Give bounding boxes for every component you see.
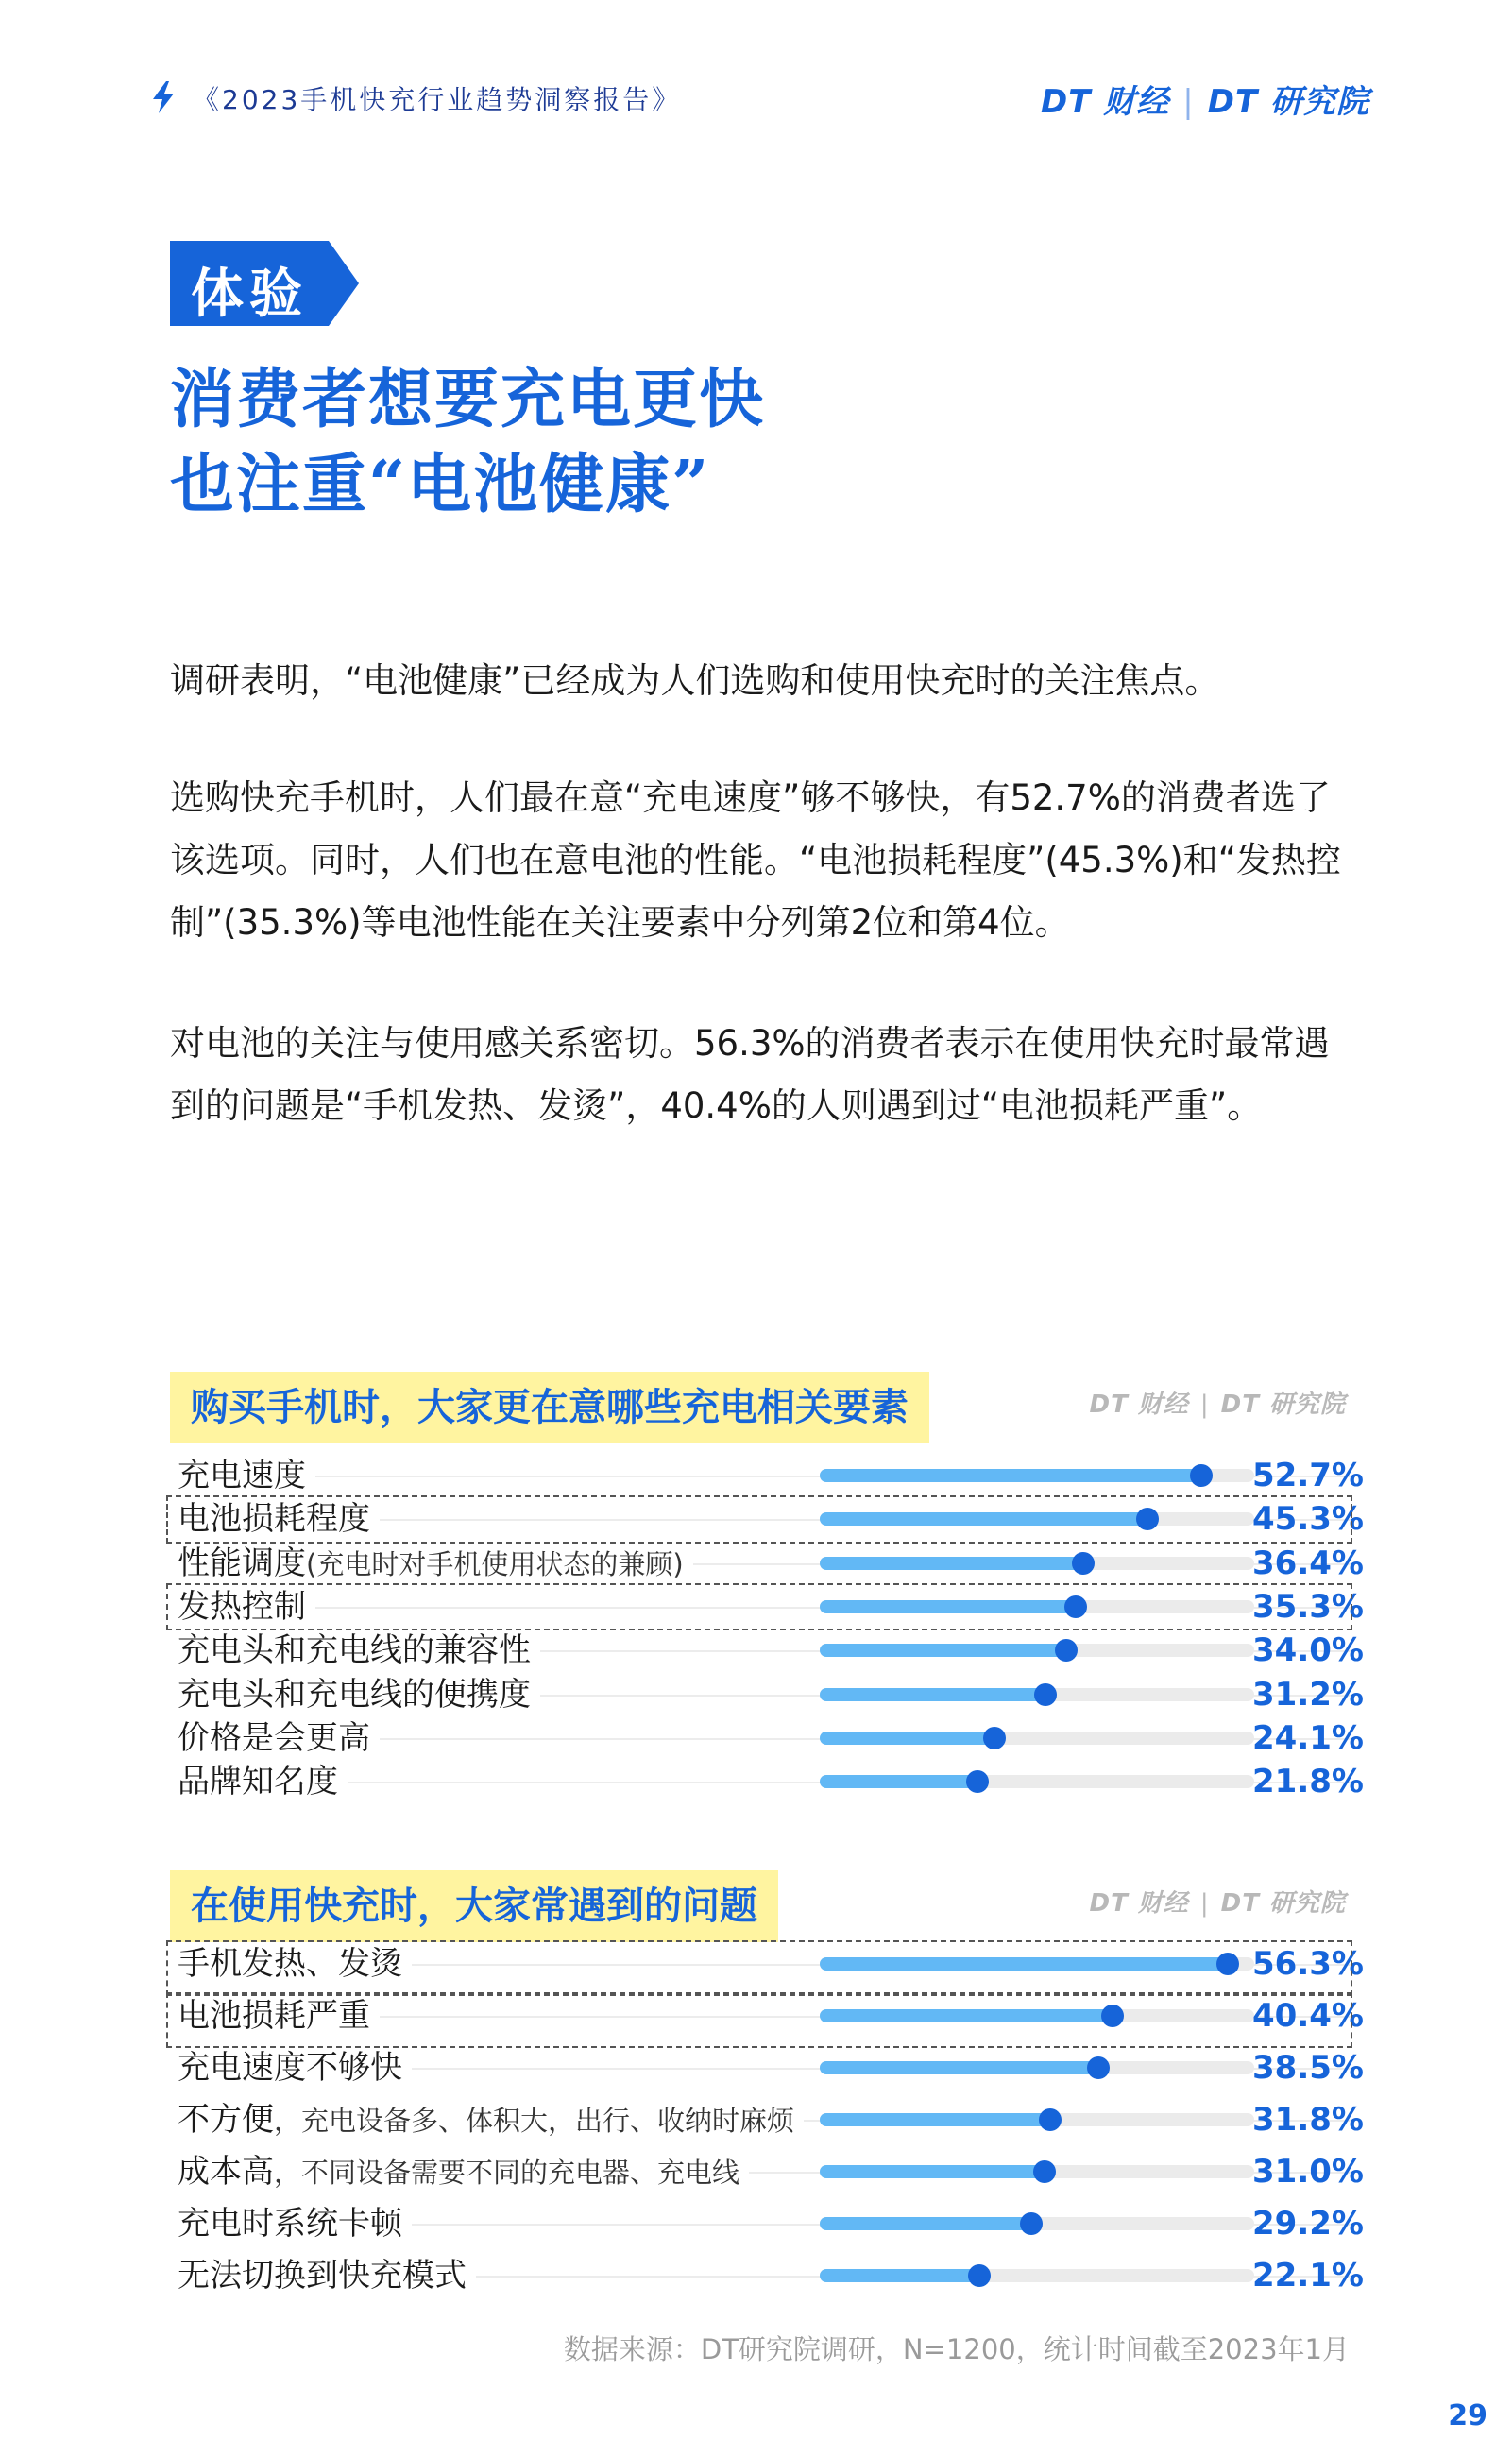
chart-2-title: 在使用快充时，大家常遇到的问题 — [170, 1870, 778, 1942]
paragraph-2: 选购快充手机时，人们最在意“充电速度”够不够快，有52.7%的消费者选了该选项。同时，人们也在意电池的性能。“电池损耗程度”(45.3%)和“发热控制”(35.3%)等电池性能在关注要素中分列第2位和第4位。 — [170, 777, 1341, 943]
data-source: 数据来源：DT研究院调研，N=1200，统计时间截至2023年1月 — [563, 2333, 1350, 2365]
page-title — [170, 357, 765, 527]
bar-label — [178, 1629, 540, 1672]
bar-end-dot — [1101, 2005, 1124, 2027]
bar-value-label: 24.1% — [1252, 1718, 1364, 1757]
bar-fill — [820, 2009, 1113, 2022]
bar-label — [178, 1497, 380, 1541]
bar-label-main: 充电头和充电线的兼容性 — [178, 1631, 531, 1670]
bar-value-label: 22.1% — [1252, 2257, 1364, 2295]
bar-label-main: 充电头和充电线的便携度 — [178, 1675, 531, 1714]
bar-track — [820, 1557, 1254, 1570]
bar-end-dot — [1136, 1508, 1159, 1530]
bar-track — [820, 2269, 1254, 2282]
bar-label-main: 品牌知名度 — [178, 1763, 338, 1801]
bar-label-main: 成本高 — [178, 2153, 274, 2191]
bar-label — [178, 1716, 380, 1760]
bar-end-dot — [1034, 1683, 1057, 1706]
bar-fill — [820, 1512, 1147, 1526]
bar-value-label: 38.5% — [1252, 2049, 1364, 2087]
bar-fill — [820, 2061, 1098, 2074]
bar-track — [820, 1600, 1254, 1613]
bar-value-label: 31.0% — [1252, 2153, 1364, 2191]
bar-label-sub: (充电时对手机使用状态的兼顾) — [306, 1547, 684, 1580]
bar-track — [820, 2165, 1254, 2178]
bar-label-main: 电池损耗严重 — [178, 1997, 370, 2035]
bar-fill — [820, 1600, 1076, 1613]
paragraph-1: 调研表明，“电池健康”已经成为人们选购和使用快充时的关注焦点。 — [170, 660, 1220, 701]
chart-1-title: 购买手机时，大家更在意哪些充电相关要素 — [170, 1372, 929, 1443]
chart-1-brand-right: DT 研究院 — [1220, 1391, 1346, 1419]
bar-end-dot — [1020, 2212, 1043, 2235]
bar-label — [178, 2254, 476, 2297]
bar-fill — [820, 1957, 1228, 1971]
bar-fill — [820, 1775, 977, 1788]
lightning-icon — [151, 81, 176, 113]
bar-track — [820, 1957, 1254, 1971]
bar-fill — [820, 1732, 994, 1745]
bar-end-dot — [983, 1727, 1006, 1749]
chart-1-row — [170, 1585, 1364, 1629]
chart-2-row — [170, 2150, 1364, 2193]
chart-2-row — [170, 1994, 1364, 2038]
chart-1-brand-left: DT 财经 — [1089, 1391, 1189, 1419]
bar-label-main: 充电速度不够快 — [178, 2049, 402, 2087]
bar-track — [820, 2217, 1254, 2230]
bar-label — [178, 2150, 749, 2193]
bar-label-main: 电池损耗程度 — [178, 1500, 370, 1539]
tag-label: 体验 — [191, 264, 308, 325]
bar-track — [820, 1775, 1254, 1788]
chart-1-row — [170, 1454, 1364, 1497]
chart-1-brand — [1089, 1385, 1346, 1420]
bar-track — [820, 1644, 1254, 1657]
bar-label-main: 性能调度 — [178, 1544, 306, 1582]
bar-value-label: 45.3% — [1252, 1500, 1364, 1539]
bar-label-main: 不方便 — [178, 2101, 274, 2139]
bar-value-label: 31.2% — [1252, 1675, 1364, 1714]
bar-value-label: 34.0% — [1252, 1631, 1364, 1670]
page-number: 29 — [1448, 2399, 1487, 2432]
chart-2-brand-right: DT 研究院 — [1220, 1889, 1346, 1918]
chart-2-brand-left: DT 财经 — [1089, 1889, 1189, 1918]
brand-left: DT 财经 — [1041, 83, 1170, 121]
bar-end-dot — [1072, 1552, 1095, 1575]
bar-end-dot — [1039, 2108, 1062, 2131]
section-tag — [170, 241, 359, 326]
brand-separator: | — [1182, 83, 1195, 121]
bar-label — [178, 1942, 412, 1986]
bar-label-sub: ，不同设备需要不同的充电器、充电线 — [274, 2157, 740, 2189]
bar-fill — [820, 1469, 1201, 1482]
bar-label — [178, 1994, 380, 2038]
chart-1-row — [170, 1542, 1364, 1585]
bar-track — [820, 2061, 1254, 2074]
bar-fill — [820, 2165, 1045, 2178]
bar-value-label: 40.4% — [1252, 1997, 1364, 2035]
bar-fill — [820, 1557, 1083, 1570]
bar-value-label: 56.3% — [1252, 1945, 1364, 1983]
report-title: 《2023手机快充行业趋势洞察报告》 — [193, 84, 682, 115]
bar-label — [178, 2202, 412, 2245]
chart-1-row — [170, 1716, 1364, 1760]
bar-label-main: 手机发热、发烫 — [178, 1945, 402, 1983]
chart-1-row — [170, 1673, 1364, 1716]
chart-2-brand-separator: | — [1199, 1889, 1210, 1918]
bar-end-dot — [1087, 2056, 1110, 2079]
bar-fill — [820, 1688, 1045, 1701]
bar-label-main: 发热控制 — [178, 1587, 306, 1626]
bar-value-label: 21.8% — [1252, 1763, 1364, 1801]
bar-track — [820, 1469, 1254, 1482]
bar-label — [178, 1585, 315, 1629]
bar-label — [178, 1760, 348, 1803]
bar-value-label: 35.3% — [1252, 1587, 1364, 1626]
bar-label-main: 价格是会更高 — [178, 1718, 370, 1757]
bar-value-label: 52.7% — [1252, 1457, 1364, 1494]
bar-end-dot — [1190, 1464, 1213, 1487]
bar-end-dot — [1064, 1595, 1087, 1618]
bar-value-label: 29.2% — [1252, 2205, 1364, 2243]
chart-1-row — [170, 1760, 1364, 1803]
bar-track — [820, 1512, 1254, 1526]
bar-value-label: 36.4% — [1252, 1544, 1364, 1582]
chart-1-row — [170, 1497, 1364, 1541]
chart-2-brand — [1089, 1884, 1346, 1919]
chart-2-row — [170, 2254, 1364, 2297]
paragraph-3: 对电池的关注与使用感关系密切。56.3%的消费者表示在使用快充时最常遇到的问题是“手机发热、发烫”，40.4%的人则遇到过“电池损耗严重”。 — [170, 1023, 1330, 1126]
title-line-1: 消费者想要充电更快 — [170, 362, 766, 437]
title-line-2: 也注重“电池健康” — [170, 447, 711, 522]
chart-1-brand-separator: | — [1199, 1391, 1210, 1419]
bar-value-label: 31.8% — [1252, 2101, 1364, 2139]
bar-fill — [820, 1644, 1066, 1657]
bar-end-dot — [1216, 1953, 1239, 1975]
bar-end-dot — [968, 2264, 991, 2287]
bar-end-dot — [1055, 1639, 1078, 1662]
bar-label — [178, 2046, 412, 2090]
bar-end-dot — [1033, 2160, 1056, 2183]
bar-label — [178, 2098, 804, 2141]
bar-label — [178, 1673, 540, 1716]
bar-track — [820, 1732, 1254, 1745]
bar-label-main: 充电时系统卡顿 — [178, 2205, 402, 2243]
bar-end-dot — [966, 1770, 989, 1793]
bar-fill — [820, 2113, 1050, 2126]
bar-track — [820, 2009, 1254, 2022]
bar-label — [178, 1454, 315, 1497]
bar-label-sub: ，充电设备多、体积大，出行、收纳时麻烦 — [274, 2105, 795, 2137]
bar-label-main: 无法切换到快充模式 — [178, 2257, 467, 2295]
chart-2-row — [170, 2098, 1364, 2141]
chart-1-row — [170, 1629, 1364, 1672]
chart-2-row — [170, 2202, 1364, 2245]
bar-label-main: 充电速度 — [178, 1457, 306, 1494]
chart-2-row — [170, 2046, 1364, 2090]
bar-label — [178, 1542, 693, 1585]
bar-track — [820, 2113, 1254, 2126]
chart-2-row — [170, 1942, 1364, 1986]
bar-fill — [820, 2217, 1031, 2230]
bar-fill — [820, 2269, 979, 2282]
bar-track — [820, 1688, 1254, 1701]
page-header — [151, 76, 1369, 123]
brand-logo — [1041, 76, 1369, 122]
brand-right: DT 研究院 — [1207, 83, 1369, 121]
